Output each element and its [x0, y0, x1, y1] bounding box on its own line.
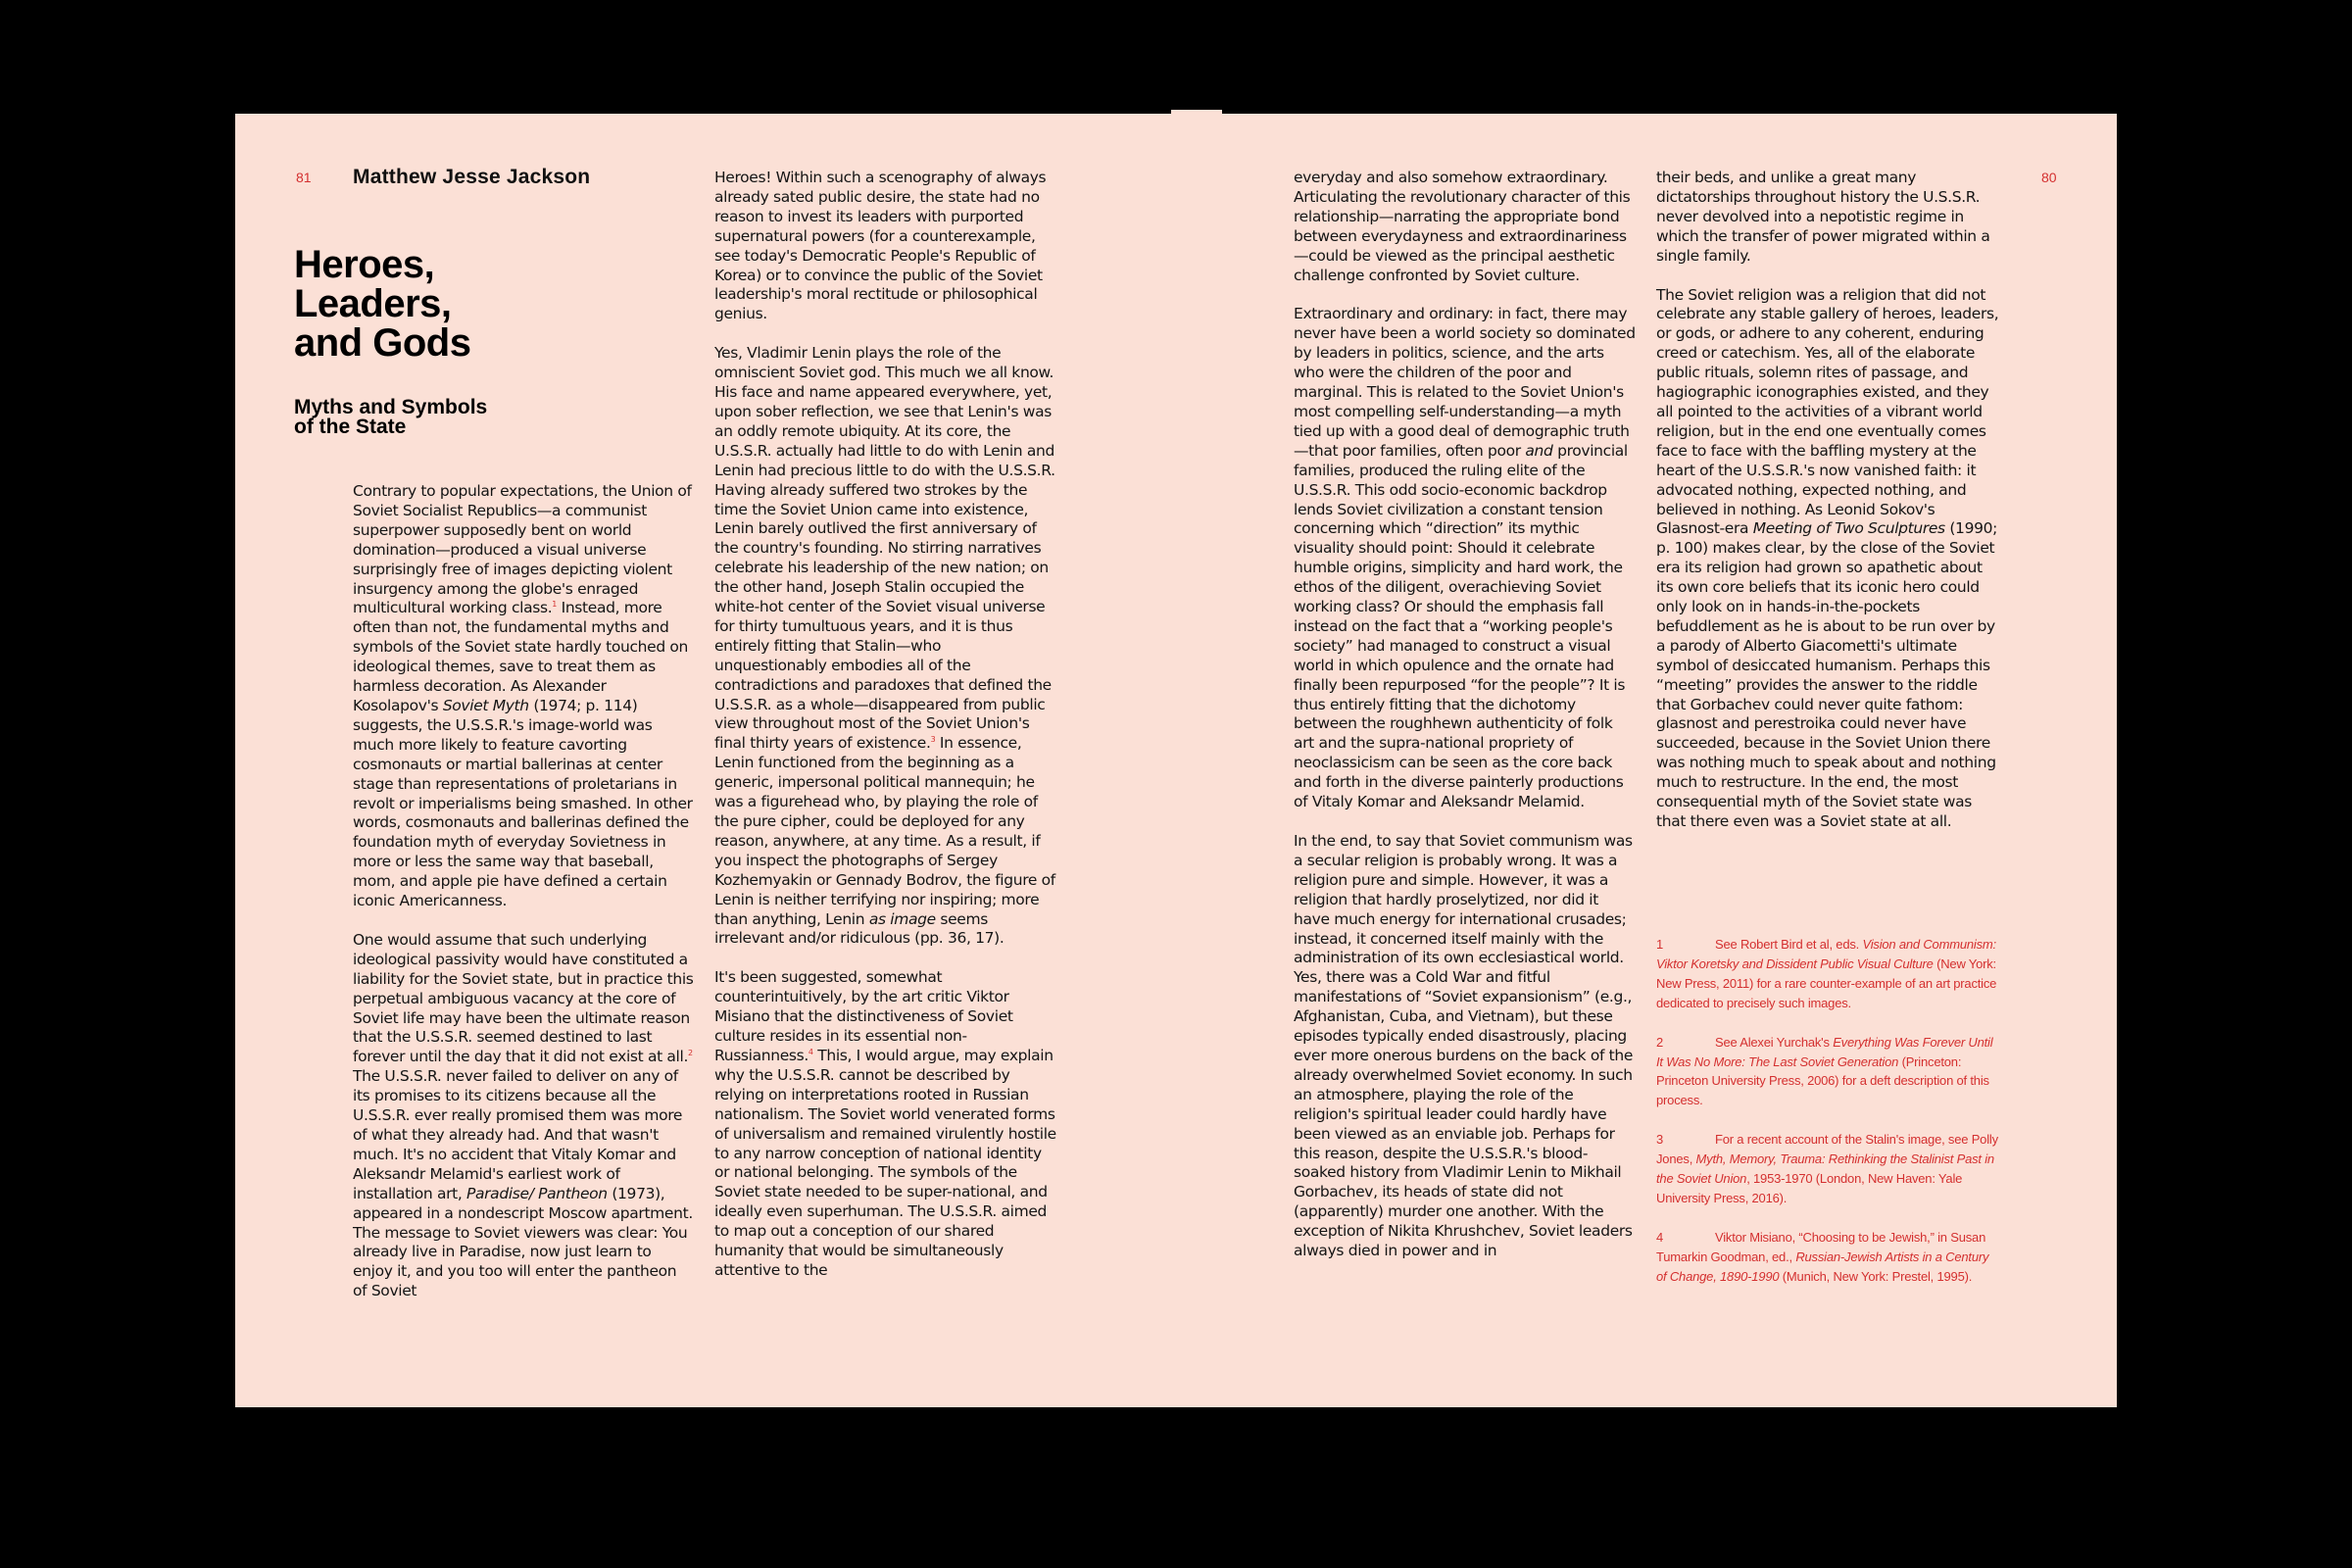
footnote-marker: 4 — [808, 1047, 813, 1056]
footnote-text: (New York: New Press, 2011) for a rare counter-example of an art practice dedicated to precisely such images. — [1656, 956, 1997, 1010]
left-page-number: 81 — [296, 170, 312, 185]
footnote-text: , 1953-1970 (London, New Haven: Yale University Press, 2016). — [1656, 1171, 1963, 1205]
footnote — [1656, 1033, 1999, 1111]
footnote-text: (Princeton: Princeton University Press, 2006) for a deft description of this process. — [1656, 1054, 1989, 1108]
footnote-text: See Alexei Yurchak's — [1715, 1034, 1834, 1050]
article-subtitle — [294, 398, 588, 437]
paragraph-text: provincial families, produced the ruling elite of the U.S.S.R. This odd socio-economic backdrop lends Soviet civilization a constant tension concerning which “direction” its mythic visuality should point: Should it celebrate humble origins, simplicity and hard work, the ethos of the diligent, overachieving Soviet working class? Or should the emphasis fall instead on the fact that a “working people's society” had managed to construct a visual world in which opulence and the ornate had finally been repurposed “for the people”? It is thus entirely fitting that the dichotomy between the roughhewn authenticity of folk art and the supra-national propriety of neoclassicism can be seen as the core back and forth in the diverse painterly productions of Vitaly Komar and Aleksandr Melamid. — [1294, 441, 1628, 811]
paragraph-text: Heroes! Within such a scenography of always already sated public desire, the state had no reason to invest its leaders with purported supernatural powers (for a counterexample, see today's Democratic People's Republic of Korea) or to convince the public of the Soviet leadership's moral rectitude or philosophical genius. — [714, 169, 1047, 323]
footnote-italic: Russian-Jewish Artists in a Century of Change, 1890-1990 — [1656, 1249, 1989, 1284]
body-paragraph — [714, 344, 1057, 949]
body-paragraph — [353, 931, 694, 1301]
paragraph-text: (1973), appeared in a nondescript Moscow apartment. The message to Soviet viewers was clear: You already live in Paradise, now just learn to enjoy it, and you too will enter the pantheon of Soviet — [353, 1184, 693, 1300]
paragraph-text: Extraordinary and ordinary: in fact, there may never have been a world society so dominated by leaders in politics, science, and the arts who were the children of the poor and marginal. This is related to the Soviet Union's most compelling self-understanding—a myth tied up with a good deal of demographic truth—that poor families, often poor — [1294, 305, 1636, 460]
right-page-number: 80 — [2041, 170, 2057, 185]
body-column-2 — [714, 169, 1057, 1300]
paragraph-text: The U.S.S.R. never failed to deliver on any of its promises to its citizens because all the U.S.S.R. ever really promised them was more of what they already had. And that wasn't much. It's no accident that Vitaly Komar and Aleksandr Melamid's earliest work of installation art, — [353, 1067, 683, 1202]
footnote-number: 2 — [1656, 1034, 1664, 1050]
subtitle-line: Myths and Symbols — [294, 396, 488, 418]
footnote-text: For a recent account of the Stalin's image, see Polly Jones, — [1656, 1132, 1998, 1167]
paragraph-text: (1990; p. 100) makes clear, by the close of the Soviet era its religion had grown so apathetic about its own core beliefs that its iconic hero could only look on in hands-in-the-pockets befuddlement as he is about to be run over by a parody of Alberto Giacometti's ultimate symbol of desiccated humanism. Perhaps this “meeting” provides the answer to the riddle that Gorbachev could never quite fathom: glasnost and perestroika could never have succeeded, because in the Soviet Union there was nothing much to speak about and nothing much to restructure. In the end, the most consequential myth of the Soviet state was that there even was a Soviet state at all. — [1656, 519, 1997, 830]
footnote-number: 4 — [1656, 1229, 1664, 1245]
footnote-text: See Robert Bird et al, eds. — [1715, 937, 1863, 952]
footnote — [1656, 1228, 1999, 1287]
paragraph-text: (1974; p. 114) suggests, the U.S.S.R.'s image-world was much more likely to feature cavorting cosmonauts or martial ballerinas at center stage than representations of proletarians in revolt or imperialisms being smashed. In other words, cosmonauts and ballerinas defined the foundation myth of everyday Sovietness in more or less the same way that baseball, mom, and apple pie have defined a certain iconic Americanness. — [353, 696, 693, 910]
paragraph-text: seems irrelevant and/or ridiculous (pp. 36, 17). — [714, 909, 1004, 948]
paragraph-text: The Soviet religion was a religion that did not celebrate any stable gallery of heroes, leaders, or gods, or adhere to any coherent, enduring creed or catechism. Yes, all of the elaborate public rituals, solemn rites of passage, and hagiographic iconographies existed, and they all pointed to the activities of a vibrant world religion, but in the end one eventually comes face to face with the baffling mystery at the heart of the U.S.S.R.'s now vanished faith: it advocated nothing, expected nothing, and believed in nothing. As Leonid Sokov's Glasnost-era — [1656, 285, 1999, 538]
paragraph-text: their beds, and unlike a great many dictatorships throughout history the U.S.S.R. never devolved into a nepotistic regime in which the transfer of power migrated within a single family. — [1656, 169, 1990, 265]
footnotes — [1656, 935, 1999, 1306]
title-line: Leaders, — [294, 282, 452, 325]
footnote-text: (Munich, New York: Prestel, 1995). — [1779, 1268, 1973, 1284]
body-paragraph — [353, 482, 694, 911]
footnote-number: 3 — [1656, 1132, 1664, 1148]
book-spread — [235, 114, 2117, 1407]
italic-title: Paradise/ Pantheon — [466, 1184, 608, 1202]
paragraph-text: In essence, Lenin functioned from the beginning as a generic, impersonal political mannequin; he was a figurehead who, by playing the role of the pure cipher, could be deployed for any reason, anywhere, at any time. As a result, if you inspect the photographs of Sergey Kozhemyakin or Gennady Bodrov, the figure of Lenin is neither terrifying nor inspiring; more than anything, Lenin — [714, 734, 1055, 928]
body-column-1 — [353, 482, 694, 1321]
subtitle-line: of the State — [294, 416, 407, 438]
italic-title: and — [1525, 441, 1553, 460]
body-paragraph — [1294, 169, 1637, 285]
body-paragraph — [1656, 169, 1999, 267]
footnote — [1656, 1130, 1999, 1208]
footnote-marker: 3 — [930, 735, 936, 745]
body-paragraph — [1294, 832, 1637, 1261]
paragraph-text: Contrary to popular expectations, the Union of Soviet Socialist Republics—a communist superpower supposedly bent on world domination—produced a visual universe surprisingly free of images depicting violent insurgency among the globe's enraged multicultural working class. — [353, 482, 692, 617]
footnote-italic: Myth, Memory, Trauma: Rethinking the Stalinist Past in the Soviet Union — [1656, 1152, 1994, 1187]
footnote-italic: Vision and Communism: Viktor Koretsky and Dissident Public Visual Culture — [1656, 937, 1996, 971]
footnote-marker: 2 — [688, 1049, 693, 1058]
author-name: Matthew Jesse Jackson — [353, 166, 591, 188]
body-paragraph — [714, 169, 1057, 324]
footnote — [1656, 935, 1999, 1013]
italic-title: as image — [868, 909, 936, 928]
paragraph-text: One would assume that such underlying ideological passivity would have constituted a liability for the Soviet state, but in practice this perpetual ambiguous vacancy at the core of Soviet life may have been the ultimate reason that the U.S.S.R. seemed destined to last forever until the day that it did not exist at all. — [353, 930, 694, 1066]
paragraph-text: This, I would argue, may explain why the U.S.S.R. cannot be described by relying on interpretations rooted in Russian nationalism. The Soviet world venerated forms of universalism and remained virulently hostile to any narrow conception of national identity or national belonging. The symbols of the Soviet state needed to be super-national, and ideally even superhuman. The U.S.S.R. aimed to map out a conception of our shared humanity that would be simultaneously attentive to the — [714, 1046, 1056, 1279]
title-line: and Gods — [294, 321, 471, 365]
footnote-marker: 1 — [552, 600, 558, 610]
body-paragraph — [714, 968, 1057, 1281]
body-column-4 — [1656, 169, 1999, 852]
body-column-3 — [1294, 169, 1637, 1281]
body-paragraph — [1294, 305, 1637, 812]
paragraph-text: Instead, more often than not, the fundamental myths and symbols of the Soviet state hardly touched on ideological themes, save to treat them as harmless decoration. As Alexander Kosolapov's — [353, 599, 688, 714]
paragraph-text: Yes, Vladimir Lenin plays the role of the omniscient Soviet god. This much we all know. His face and name appeared everywhere, yet, upon sober reflection, we see that Lenin's was an oddly remote ubiquity. At its core, the U.S.S.R. actually had little to do with Lenin and Lenin had precious little to do with the U.S.S.R. Having already suffered two strokes by the time the Soviet Union came into existence, Lenin barely outlived the first anniversary of the country's founding. No stirring narratives celebrate his leadership of the new nation; on the other hand, Joseph Stalin occupied the white-hot center of the Soviet visual universe for thirty tumultuous years, and it is thus entirely fitting that Stalin—who unquestionably embodies all of the contradictions and paradoxes that defined the U.S.S.R. as a whole—disappeared from public view throughout most of the Soviet Union's final thirty years of existence. — [714, 344, 1055, 753]
footnote-text: Viktor Misiano, “Choosing to be Jewish,” in Susan Tumarkin Goodman, ed., — [1656, 1229, 1986, 1264]
paragraph-text: everyday and also somehow extraordinary. Articulating the revolutionary character of this relationship—narrating the appropriate bond between everydayness and extraordinariness—could be viewed as the principal aesthetic challenge confronted by Soviet culture. — [1294, 169, 1631, 284]
paragraph-text: In the end, to say that Soviet communism was a secular religion is probably wrong. It was a religion pure and simple. However, it was a religion that hardly proselytized, nor did it have much energy for international crusades; instead, it concerned itself mainly with the administration of its own ecclesiastical world. Yes, there was a Cold War and fitful manifestations of “Soviet expansionism” (e.g., Afghanistan, Cuba, and Vietnam), but these episodes typically ended disastrously, placing ever more onerous burdens on the back of the already overwhelmed Soviet economy. In such an atmosphere, playing the role of the religion's spiritual leader could hardly have been viewed as an enviable job. Perhaps for this reason, despite the U.S.S.R.'s blood-soaked history from Vladimir Lenin to Mikhail Gorbachev, its heads of state did not (apparently) murder one another. With the exception of Nikita Khrushchev, Soviet leaders always died in power and in — [1294, 832, 1634, 1260]
italic-title: Meeting of Two Sculptures — [1752, 519, 1945, 538]
paragraph-text: It's been suggested, somewhat counterintuitively, by the art critic Viktor Misiano that the distinctiveness of Soviet culture resides in its essential non-Russianness. — [714, 968, 1013, 1064]
footnote-italic: Everything Was Forever Until It Was No More: The Last Soviet Generation — [1656, 1034, 1993, 1069]
footnote-number: 1 — [1656, 937, 1664, 952]
italic-title: Soviet Myth — [442, 696, 529, 714]
body-paragraph — [1656, 286, 1999, 832]
article-title — [294, 245, 588, 363]
title-line: Heroes, — [294, 243, 435, 286]
